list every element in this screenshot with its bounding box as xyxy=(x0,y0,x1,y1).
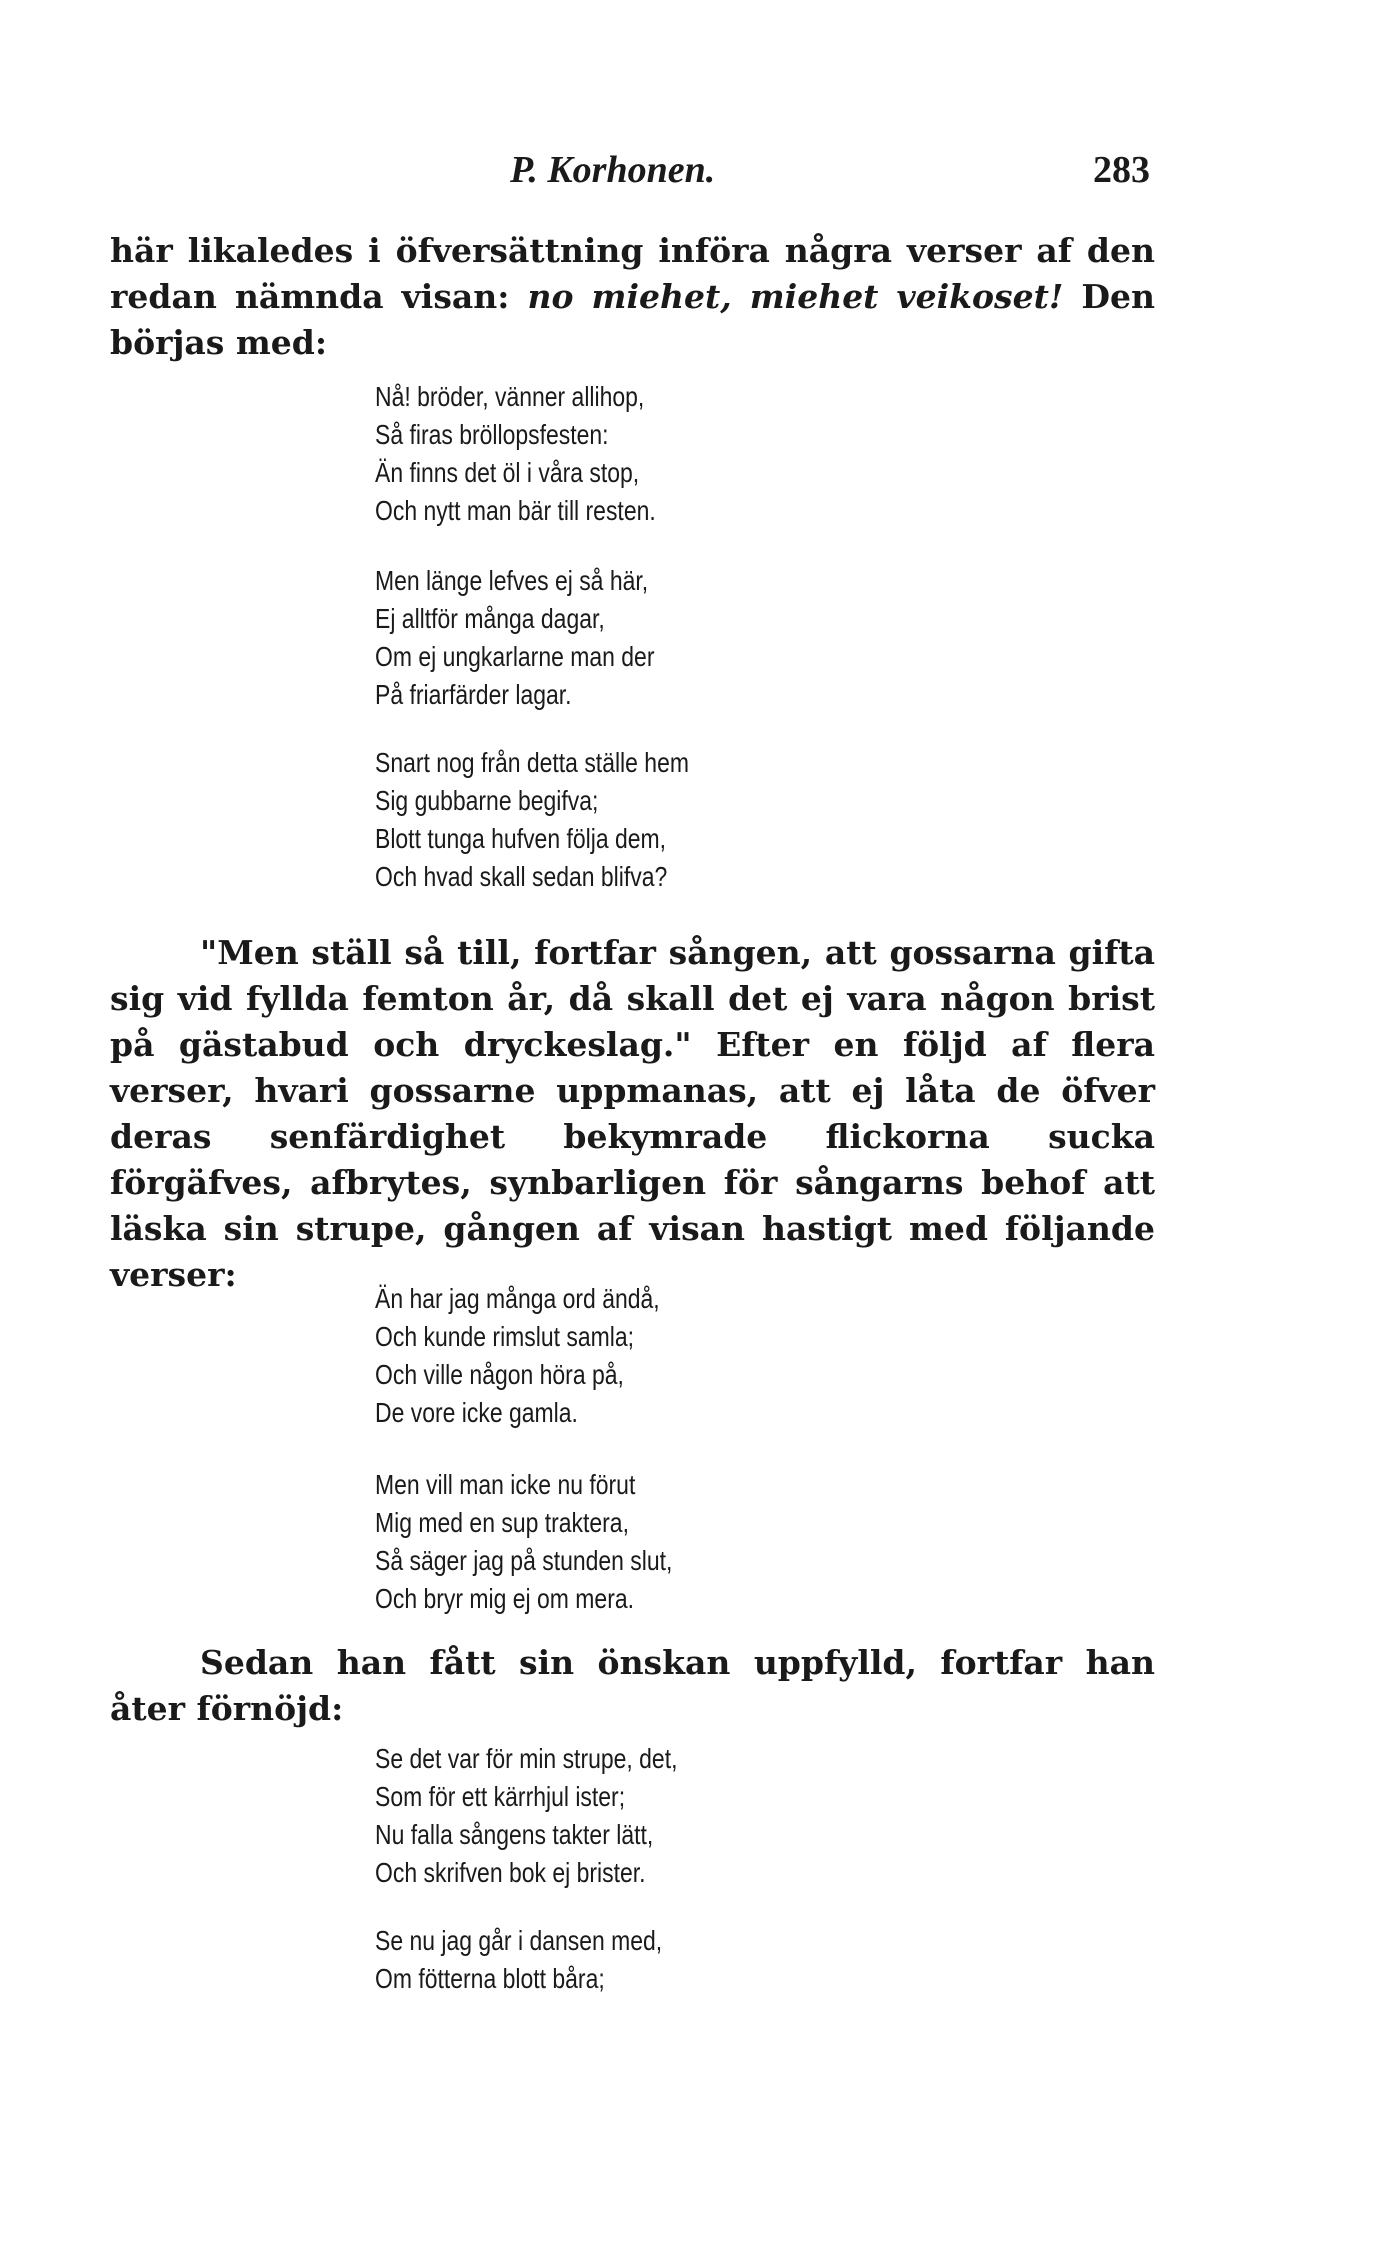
paragraph-main xyxy=(110,930,1155,1298)
verse-line: Och ville någon höra på, xyxy=(375,1359,624,1390)
stanza xyxy=(375,1740,744,1892)
paragraph-closing xyxy=(110,1640,1155,1732)
verse-line: Om fötterna blott båra; xyxy=(375,1963,605,1994)
paragraph-closing-text: Sedan han fått sin önskan uppfylld, fortfar han åter förnöjd: xyxy=(110,1643,1155,1728)
stanza xyxy=(375,1922,725,1998)
verse-line: Nå! bröder, vänner allihop, xyxy=(375,381,645,412)
verse-line: Men länge lefves ej så här, xyxy=(375,565,649,596)
verse-line: Om ej ungkarlarne man der xyxy=(375,641,655,672)
verse-line: Se det var för min strupe, det, xyxy=(375,1743,678,1774)
verse-line: Och nytt man bär till resten. xyxy=(375,495,656,526)
stanza xyxy=(375,1280,722,1432)
verse-line: Och skrifven bok ej brister. xyxy=(375,1857,646,1888)
verse-line: Än finns det öl i våra stop, xyxy=(375,457,640,488)
verse-line: Nu falla sångens takter lätt, xyxy=(375,1819,654,1850)
verse-line: Och hvad skall sedan blifva? xyxy=(375,861,668,892)
song-title-emphasis: no miehet, miehet veikoset! xyxy=(527,277,1064,316)
page-number: 283 xyxy=(1093,149,1150,191)
paragraph-intro xyxy=(110,228,1155,366)
paragraph-intro-text: här likaledes i öfversättning införa några verser af den redan nämnda visan: xyxy=(110,231,1155,316)
verse-line: Mig med en sup traktera, xyxy=(375,1507,629,1538)
verse-line: Som för ett kärrhjul ister; xyxy=(375,1781,626,1812)
paragraph-intro-tail: Den börjas med: xyxy=(110,277,1155,362)
verse-line: Blott tunga hufven följa dem, xyxy=(375,823,667,854)
stanza xyxy=(375,562,716,714)
verse-line: På friarfärder lagar. xyxy=(375,679,572,710)
verse-line: Men vill man icke nu förut xyxy=(375,1469,636,1500)
paragraph-main-text: "Men ställ så till, fortfar sången, att gossarna gifta sig vid fyllda femton år, då skall det ej vara någon brist på gästabud och dryckeslag." Efter en följd af flera verser, hvari gossarne uppmanas, att ej låta de öfver deras senfärdighet bekymrade flickorna sucka förgäfves, afbrytes, synbarligen för sångarns behof att läska sin strupe, gången af visan hastigt med följande verser: xyxy=(110,933,1155,1294)
verse-line: Ej alltför många dagar, xyxy=(375,603,605,634)
verse-line: Se nu jag går i dansen med, xyxy=(375,1925,663,1956)
verse-line: De vore icke gamla. xyxy=(375,1397,578,1428)
stanza xyxy=(375,378,717,530)
stanza xyxy=(375,744,758,896)
verse-line: Och kunde rimslut samla; xyxy=(375,1321,635,1352)
verse-line: Så firas bröllopsfesten: xyxy=(375,419,609,450)
stanza xyxy=(375,1466,738,1618)
verse-line: Och bryr mig ej om mera. xyxy=(375,1583,635,1614)
verse-line: Snart nog från detta ställe hem xyxy=(375,747,689,778)
verse-line: Sig gubbarne begifva; xyxy=(375,785,599,816)
page-header xyxy=(110,148,1150,198)
running-head: P. Korhonen. xyxy=(510,149,716,191)
verse-line: Så säger jag på stunden slut, xyxy=(375,1545,673,1576)
verse-line: Än har jag många ord ändå, xyxy=(375,1283,660,1314)
